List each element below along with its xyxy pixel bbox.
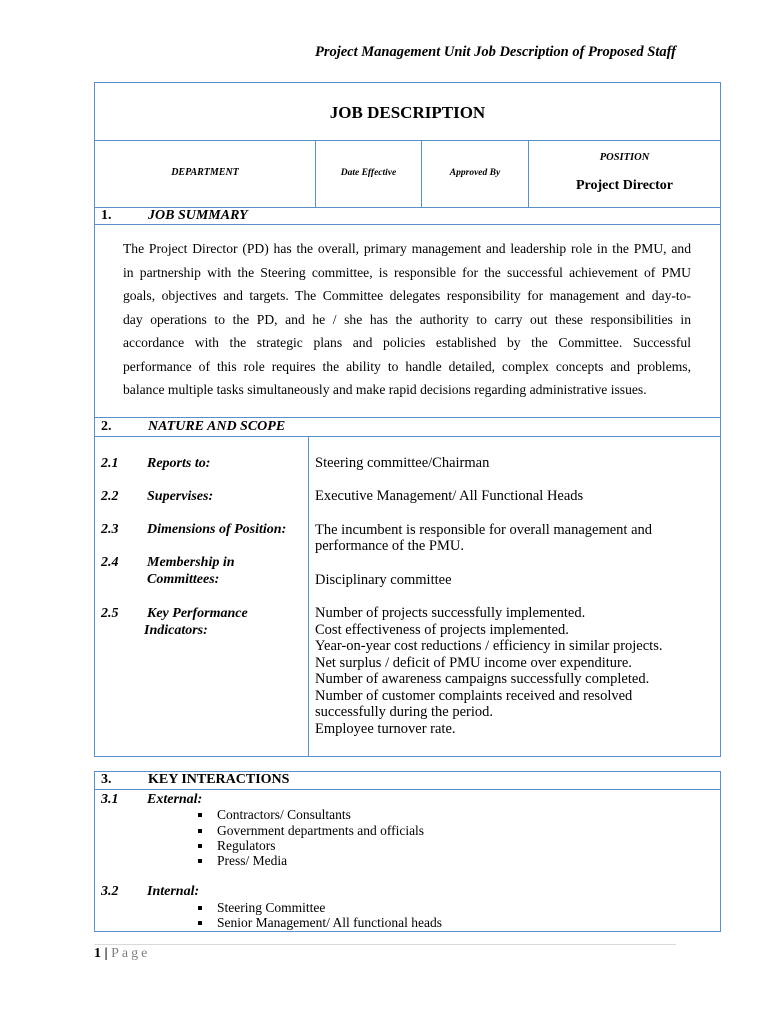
page-separator: | — [104, 946, 108, 961]
external-item: Regulators — [217, 838, 276, 853]
key-interactions-heading-row — [94, 771, 721, 790]
kpi-item: Net surplus / deficit of PMU income over expenditure. — [315, 654, 632, 671]
summary-line: in partnership with the Steering committee, is responsible for the successful achievement of PMU — [123, 264, 691, 280]
item-value: Steering committee/Chairman — [315, 455, 490, 471]
document-title: JOB DESCRIPTION — [329, 103, 486, 122]
summary-line: The Project Director (PD) has the overall, primary management and leadership role in the PMU, and — [123, 241, 691, 256]
page-word: Page — [111, 946, 151, 961]
item-label: Supervises: — [147, 489, 214, 504]
summary-line: balance multiple tasks simultaneously and make rapid decisions regarding administrative issues. — [123, 382, 647, 397]
nature-scope-values-column — [308, 436, 721, 757]
subsection-number: 3.1 — [101, 792, 119, 807]
item-number: 2.4 — [101, 555, 119, 570]
item-value: The incumbent is responsible for overall management and — [315, 522, 653, 538]
section-number: 3. — [101, 772, 112, 787]
summary-line: day operations to the PD, and he / she has the authority to carry out these responsibilities in — [123, 311, 691, 327]
bullet-icon — [198, 829, 202, 833]
item-label: Committees: — [147, 572, 220, 587]
subsection-label: External: — [147, 792, 203, 807]
item-label: Reports to: — [147, 456, 211, 471]
date-effective-label: Date Effective — [340, 168, 397, 178]
kpi-list — [315, 605, 662, 737]
item-label: Key Performance — [147, 606, 248, 621]
bullet-icon — [198, 859, 202, 863]
summary-line: performance of this role requires the ability to handle detailed, complex concepts and problems, — [123, 358, 691, 374]
section-number: 2. — [101, 419, 112, 434]
kpi-item: Cost effectiveness of projects implemented. — [315, 621, 569, 638]
nature-scope-labels-column — [94, 436, 309, 757]
item-number: 2.5 — [101, 606, 119, 621]
summary-line: accordance with the strategic plans and policies established by the Committee. Successful — [123, 335, 691, 350]
page-footer — [94, 946, 150, 962]
kpi-item: Number of customer complaints received and resolved — [315, 687, 633, 704]
approved-by-label: Approved By — [449, 168, 501, 178]
item-value: Disciplinary committee — [315, 572, 452, 588]
item-number: 2.1 — [101, 456, 119, 471]
section-heading: KEY INTERACTIONS — [148, 772, 290, 787]
position-cell — [528, 140, 721, 208]
bullet-icon — [198, 813, 202, 817]
kpi-item: Year-on-year cost reductions / efficiency in similar projects. — [315, 638, 663, 654]
position-label: POSITION — [599, 152, 650, 163]
item-value: Executive Management/ All Functional Heads — [315, 488, 584, 504]
department-cell — [94, 140, 316, 208]
approved-by-cell — [421, 140, 529, 208]
kpi-item: successfully during the period. — [315, 704, 493, 720]
item-number: 2.3 — [101, 522, 119, 537]
internal-item: Steering Committee — [217, 900, 326, 915]
footer-divider — [94, 944, 676, 945]
date-effective-cell — [315, 140, 422, 208]
section-heading: NATURE AND SCOPE — [148, 419, 286, 434]
page-number: 1 — [94, 946, 101, 961]
item-label: Membership in — [147, 555, 235, 570]
summary-line: goals, objectives and targets. The Committee delegates responsibility for management and day-to- — [123, 288, 691, 303]
key-interactions-body — [94, 789, 721, 932]
section-number: 1. — [101, 208, 112, 223]
nature-scope-heading-row — [94, 417, 721, 437]
bullet-icon — [198, 921, 202, 925]
item-value: performance of the PMU. — [315, 538, 464, 554]
position-value: Project Director — [575, 178, 674, 193]
running-header: Project Management Unit Job Description of Proposed Staff — [314, 44, 676, 60]
external-item: Press/ Media — [217, 853, 288, 868]
job-summary-paragraph — [123, 237, 691, 402]
kpi-item: Number of projects successfully implemented. — [315, 605, 586, 621]
subsection-number: 3.2 — [101, 884, 119, 899]
job-summary-body — [94, 224, 721, 418]
internal-item: Senior Management/ All functional heads — [217, 915, 442, 930]
external-item: Contractors/ Consultants — [217, 807, 351, 822]
job-description-title-cell — [94, 82, 721, 141]
job-summary-heading-row — [94, 207, 721, 225]
external-item: Government departments and officials — [217, 823, 425, 838]
item-number: 2.2 — [101, 489, 119, 504]
section-heading: JOB SUMMARY — [148, 208, 248, 223]
kpi-item: Number of awareness campaigns successfully completed. — [315, 671, 650, 687]
item-label: Dimensions of Position: — [147, 522, 287, 537]
item-label: Indicators: — [144, 623, 208, 638]
department-label: DEPARTMENT — [171, 167, 239, 178]
subsection-label: Internal: — [147, 884, 200, 899]
bullet-icon — [198, 844, 202, 848]
kpi-item: Employee turnover rate. — [315, 720, 456, 737]
bullet-icon — [198, 906, 202, 910]
